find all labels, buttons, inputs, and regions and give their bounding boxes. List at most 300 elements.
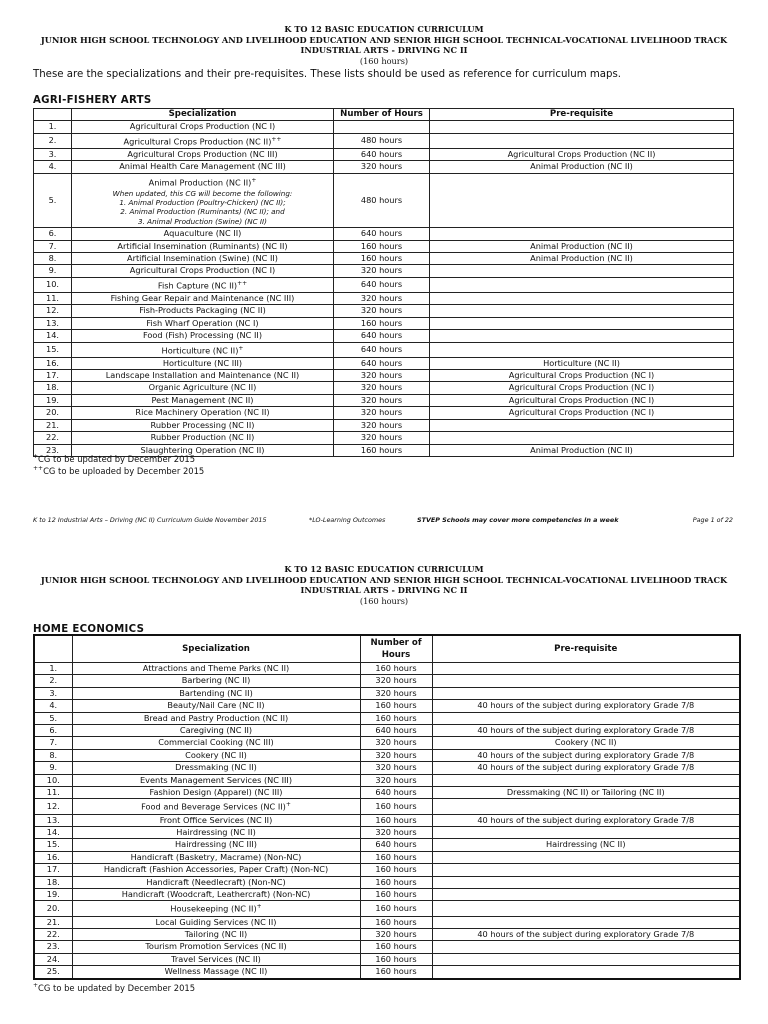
col-header-specialization: Specialization [72,635,360,663]
row-prerequisite: Animal Production (NC II) [430,161,734,173]
row-specialization [72,252,334,264]
row-prerequisite: Horticulture (NC II) [430,357,734,369]
row-number: 15. [34,839,72,851]
specialization-text: Artificial Insemination (Ruminants) (NC II) [117,240,288,251]
row-hours: 160 hours [360,700,432,712]
row-hours: 320 hours [334,407,430,419]
row-number: 7. [34,737,72,749]
row-specialization [72,173,334,227]
row-prerequisite: Dressmaking (NC II) or Tailoring (NC II) [432,787,740,799]
table-header-row [34,109,734,121]
specialization-text: Rubber Processing (NC II) [150,419,255,430]
intro-text: These are the specializations and their pre-requisites. These lists should be used as reference for curriculum maps. [33,69,622,80]
footnote-mark: ++ [271,135,282,143]
row-number: 10. [34,774,72,786]
section-title: HOME ECONOMICS [33,624,145,635]
row-specialization [72,916,360,928]
specialization-text: Fish Capture (NC II) [157,280,238,291]
row-hours: 640 hours [334,148,430,160]
footer-stvep-note: STVEP Schools may cover more competencies in a week [417,516,619,524]
col-header-specialization: Specialization [72,109,334,121]
row-hours: 320 hours [360,687,432,699]
specialization-text: Handicraft (Needlecraft) (Non-NC) [146,876,286,887]
col-header-hours: Number of Hours [334,109,430,121]
row-hours: 160 hours [360,864,432,876]
update-list-item: 2. Animal Production (Ruminants) (NC II); and [120,207,285,217]
row-number: 8. [34,749,72,761]
table-row [34,265,734,277]
specialization-text: Hairdressing (NC III) [175,839,257,850]
row-hours: 160 hours [360,712,432,724]
row-specialization [72,889,360,901]
table-row [34,370,734,382]
specialization-name [74,175,331,189]
table-row [34,814,740,826]
row-hours: 320 hours [334,394,430,406]
row-specialization [72,929,360,941]
table-row [34,700,740,712]
header-hours: (160 hours) [359,55,409,66]
row-number: 25. [34,966,72,979]
row-number: 23. [34,444,72,456]
row-prerequisite [430,173,734,227]
row-specialization [72,121,334,133]
row-specialization [72,133,334,148]
row-number: 12. [34,305,72,317]
row-hours: 320 hours [334,265,430,277]
row-number: 3. [34,148,72,160]
page-header [0,564,768,606]
row-hours: 320 hours [334,370,430,382]
row-specialization [72,814,360,826]
table-row [34,133,734,148]
row-specialization [72,737,360,749]
footnote-mark: + [33,982,39,989]
row-hours: 320 hours [334,419,430,431]
specialization-text: Front Office Services (NC II) [159,814,273,825]
table-row [34,419,734,431]
row-specialization [72,277,334,292]
row-number: 2. [34,133,72,148]
row-hours: 320 hours [360,749,432,761]
row-specialization [72,675,360,687]
specialization-table [33,108,734,457]
table-row [34,675,740,687]
update-list [74,198,331,226]
row-prerequisite [430,292,734,304]
row-number: 5. [34,173,72,227]
row-number: 8. [34,252,72,264]
row-specialization [72,394,334,406]
row-hours: 480 hours [334,173,430,227]
row-number: 20. [34,901,72,916]
specialization-text: Wellness Massage (NC II) [164,966,268,977]
row-hours: 160 hours [360,799,432,814]
row-prerequisite [432,774,740,786]
row-number: 19. [34,394,72,406]
specialization-text: Fashion Design (Apparel) (NC III) [149,787,283,798]
row-specialization [72,827,360,839]
specialization-text: Attractions and Theme Parks (NC II) [142,663,290,673]
row-hours: 160 hours [334,317,430,329]
row-hours [334,121,430,133]
table-row [34,394,734,406]
row-hours: 640 hours [334,330,430,342]
row-prerequisite: 40 hours of the subject during exploratory Grade 7/8 [432,700,740,712]
footnote-mark: + [251,176,257,184]
col-header-prerequisite: Pre-requisite [432,635,740,663]
row-number: 9. [34,265,72,277]
row-number: 4. [34,161,72,173]
row-prerequisite: 40 hours of the subject during exploratory Grade 7/8 [432,749,740,761]
header-line1: K TO 12 BASIC EDUCATION CURRICULUM [284,564,484,574]
specialization-text: Handicraft (Basketry, Macrame) (Non-NC) [130,851,302,862]
row-number: 1. [34,663,72,675]
table-row [34,173,734,227]
footnote [33,981,195,993]
row-hours: 160 hours [360,916,432,928]
row-prerequisite: Agricultural Crops Production (NC I) [430,370,734,382]
row-prerequisite [430,305,734,317]
row-prerequisite [432,941,740,953]
row-number: 6. [34,725,72,737]
row-prerequisite: 40 hours of the subject during exploratory Grade 7/8 [432,762,740,774]
update-list-item: 1. Animal Production (Poultry-Chicken) (NC II); [119,197,286,207]
col-header-hours: Number of Hours [360,635,432,663]
header-line2: JUNIOR HIGH SCHOOL TECHNOLOGY AND LIVELIHOOD EDUCATION AND SENIOR HIGH SCHOOL TECHNICAL-VOCATIONAL LIVELIHOOD TRACK [40,574,728,585]
row-hours: 160 hours [334,252,430,264]
row-hours: 320 hours [334,161,430,173]
row-hours: 480 hours [334,133,430,148]
row-specialization [72,787,360,799]
row-prerequisite: Agricultural Crops Production (NC I) [430,394,734,406]
row-specialization [72,749,360,761]
specialization-text: Organic Agriculture (NC II) [148,382,257,393]
row-prerequisite [432,712,740,724]
specialization-text: Landscape Installation and Maintenance (NC II) [105,370,300,381]
specialization-text: Agricultural Crops Production (NC I) [129,121,276,132]
row-prerequisite [430,265,734,277]
row-number: 13. [34,317,72,329]
specialization-text: Horticulture (NC III) [162,357,243,368]
footnote-text: CG to be uploaded by December 2015 [43,466,205,477]
row-hours: 160 hours [360,876,432,888]
footnotes [33,981,195,993]
table-row [34,749,740,761]
row-prerequisite [432,864,740,876]
row-specialization [72,292,334,304]
footnote [33,464,204,476]
row-prerequisite [432,966,740,979]
row-hours: 320 hours [334,382,430,394]
row-number: 18. [34,876,72,888]
specialization-text: Animal Health Care Management (NC III) [119,161,286,172]
specialization-text: Agricultural Crops Production (NC III) [127,148,278,159]
section-title: AGRI-FISHERY ARTS [33,95,152,106]
row-hours: 160 hours [334,240,430,252]
header-line2: JUNIOR HIGH SCHOOL TECHNOLOGY AND LIVELIHOOD EDUCATION AND SENIOR HIGH SCHOOL TECHNICAL-VOCATIONAL LIVELIHOOD TRACK [40,34,728,45]
row-specialization [72,762,360,774]
col-header-num [34,109,72,121]
row-prerequisite [432,916,740,928]
row-prerequisite [432,675,740,687]
row-specialization [72,851,360,863]
row-hours: 640 hours [334,277,430,292]
row-prerequisite [430,330,734,342]
specialization-text: Food and Beverage Services (NC II) [141,802,286,813]
footer-lo-note: *LO-Learning Outcomes [309,516,386,524]
table-row [34,357,734,369]
row-specialization [72,700,360,712]
row-specialization [72,864,360,876]
specialization-text: Tailoring (NC II) [184,929,248,939]
row-hours: 160 hours [360,889,432,901]
table-row [34,240,734,252]
table-row [34,148,734,160]
specialization-text: Cookery (NC II) [185,749,247,760]
specialization-text: Fishing Gear Repair and Maintenance (NC III) [110,292,295,303]
update-note: When updated, this CG will become the following: [112,188,293,198]
row-hours: 640 hours [334,342,430,357]
specialization-text: Bartending (NC II) [179,687,253,698]
row-prerequisite: 40 hours of the subject during exploratory Grade 7/8 [432,725,740,737]
page-2 [0,548,768,1024]
row-number: 18. [34,382,72,394]
row-number: 16. [34,851,72,863]
row-hours: 160 hours [360,663,432,675]
row-hours: 160 hours [360,966,432,979]
specialization-text: Rice Machinery Operation (NC II) [135,407,270,418]
row-hours: 320 hours [334,292,430,304]
specialization-text: Agricultural Crops Production (NC I) [129,265,276,276]
footnote-mark: + [285,801,291,809]
specialization-table [33,634,741,980]
row-specialization [72,419,334,431]
table-row [34,966,740,979]
specialization-text: Bread and Pastry Production (NC II) [143,712,289,723]
row-number: 21. [34,419,72,431]
row-number: 15. [34,342,72,357]
footnote-mark: + [33,453,39,460]
row-hours: 160 hours [360,941,432,953]
row-prerequisite: Animal Production (NC II) [430,252,734,264]
row-number: 11. [34,787,72,799]
row-specialization [72,799,360,814]
row-prerequisite: Animal Production (NC II) [430,444,734,456]
footer-page-number: Page 1 of 22 [692,516,733,524]
header-line1: K TO 12 BASIC EDUCATION CURRICULUM [284,24,484,34]
row-prerequisite: Agricultural Crops Production (NC I) [430,382,734,394]
row-hours: 640 hours [360,725,432,737]
row-hours: 640 hours [360,787,432,799]
table-row [34,121,734,133]
row-prerequisite [432,663,740,675]
footnote-mark: + [256,903,262,911]
table-header-row [34,635,740,663]
specialization-text: Fish Wharf Operation (NC I) [146,317,259,328]
row-prerequisite: Agricultural Crops Production (NC I) [430,407,734,419]
specialization-text: Rubber Production (NC II) [150,432,255,443]
row-specialization [72,876,360,888]
footnote [33,452,204,464]
row-hours: 320 hours [360,762,432,774]
col-header-num [34,635,72,663]
row-hours: 640 hours [360,839,432,851]
specialization-text: Food (Fish) Processing (NC II) [142,330,263,341]
table-row [34,305,734,317]
row-number: 11. [34,292,72,304]
row-hours: 160 hours [360,901,432,916]
row-prerequisite [432,827,740,839]
specialization-text: Handicraft (Woodcraft, Leathercraft) (Non-NC) [121,889,311,900]
table-row [34,342,734,357]
row-prerequisite [430,419,734,431]
row-hours: 320 hours [334,305,430,317]
row-specialization [72,342,334,357]
table-row [34,737,740,749]
specialization-text: Slaughtering Operation (NC II) [140,444,265,455]
specialization-text: Aquaculture (NC II) [163,228,242,239]
row-number: 2. [34,675,72,687]
row-prerequisite [430,432,734,444]
row-number: 17. [34,370,72,382]
row-number: 17. [34,864,72,876]
footnote-text: CG to be updated by December 2015 [38,453,196,464]
row-number: 22. [34,432,72,444]
row-hours: 160 hours [360,814,432,826]
row-prerequisite: Agricultural Crops Production (NC II) [430,148,734,160]
row-number: 10. [34,277,72,292]
specialization-text: Horticulture (NC II) [161,345,239,356]
row-prerequisite [432,876,740,888]
table-row [34,277,734,292]
row-specialization [72,663,360,675]
row-number: 16. [34,357,72,369]
header-line3: INDUSTRIAL ARTS - DRIVING NC II [300,45,468,56]
row-specialization [72,687,360,699]
footnote-mark: ++ [237,279,248,287]
table-row [34,953,740,965]
row-hours: 320 hours [360,737,432,749]
row-specialization [72,901,360,916]
table-row [34,330,734,342]
row-prerequisite [430,228,734,240]
specialization-text: Pest Management (NC II) [151,394,254,405]
row-prerequisite [432,687,740,699]
specialization-text: Barbering (NC II) [181,675,251,686]
table-row [34,712,740,724]
row-hours: 320 hours [334,432,430,444]
table-row [34,941,740,953]
row-specialization [72,228,334,240]
row-number: 19. [34,889,72,901]
table-row [34,827,740,839]
table-row [34,901,740,916]
row-number: 1. [34,121,72,133]
row-specialization [72,941,360,953]
row-hours: 160 hours [360,953,432,965]
row-specialization [72,407,334,419]
table-row [34,161,734,173]
row-prerequisite [432,953,740,965]
row-number: 22. [34,929,72,941]
row-number: 5. [34,712,72,724]
specialization-text: Agricultural Crops Production (NC II) [123,136,272,147]
footer-doc-title: K to 12 Industrial Arts – Driving (NC II) Curriculum Guide November 2015 [33,516,267,524]
row-specialization [72,725,360,737]
specialization-text: Travel Services (NC II) [171,953,261,964]
footnote-mark: + [238,344,244,352]
row-prerequisite: Cookery (NC II) [432,737,740,749]
table-row [34,929,740,941]
update-list-item: 3. Animal Production (Swine) (NC II) [138,216,267,226]
row-prerequisite [430,342,734,357]
row-specialization [72,370,334,382]
row-specialization [72,432,334,444]
row-prerequisite [432,799,740,814]
row-specialization [72,161,334,173]
table-row [34,663,740,675]
row-prerequisite [430,133,734,148]
row-specialization [72,774,360,786]
table-row [34,292,734,304]
row-number: 20. [34,407,72,419]
specialization-text: Hairdressing (NC II) [176,827,256,838]
row-prerequisite: Animal Production (NC II) [430,240,734,252]
row-specialization [72,953,360,965]
row-number: 14. [34,827,72,839]
row-prerequisite [430,317,734,329]
table-row [34,787,740,799]
table-row [34,799,740,814]
specialization-text: Beauty/Nail Care (NC II) [167,700,265,711]
table-row [34,407,734,419]
header-line3: INDUSTRIAL ARTS - DRIVING NC II [300,585,468,596]
table-row [34,252,734,264]
specialization-text: Housekeeping (NC II) [170,904,257,915]
row-specialization [72,712,360,724]
row-number: 21. [34,916,72,928]
row-hours: 320 hours [360,827,432,839]
table-row [34,774,740,786]
row-prerequisite [430,277,734,292]
specialization-text: Dressmaking (NC II) [175,762,257,773]
table-row [34,687,740,699]
row-number: 3. [34,687,72,699]
specialization-text: Commercial Cooking (NC III) [158,737,274,748]
row-prerequisite [432,889,740,901]
table-row [34,876,740,888]
page-header [0,24,768,66]
table-row [34,839,740,851]
row-specialization [72,966,360,979]
specialization-text: Caregiving (NC II) [179,725,253,736]
table-row [34,382,734,394]
row-prerequisite [430,121,734,133]
row-specialization [72,357,334,369]
row-hours: 320 hours [360,675,432,687]
row-hours: 640 hours [334,228,430,240]
row-hours: 160 hours [360,851,432,863]
specialization-text: Animal Production (NC II) [148,177,252,188]
specialization-text: Tourism Promotion Services (NC II) [145,941,287,952]
row-prerequisite: 40 hours of the subject during exploratory Grade 7/8 [432,929,740,941]
row-specialization [72,839,360,851]
row-hours: 320 hours [360,929,432,941]
row-number: 24. [34,953,72,965]
row-prerequisite [432,851,740,863]
row-hours: 320 hours [360,774,432,786]
